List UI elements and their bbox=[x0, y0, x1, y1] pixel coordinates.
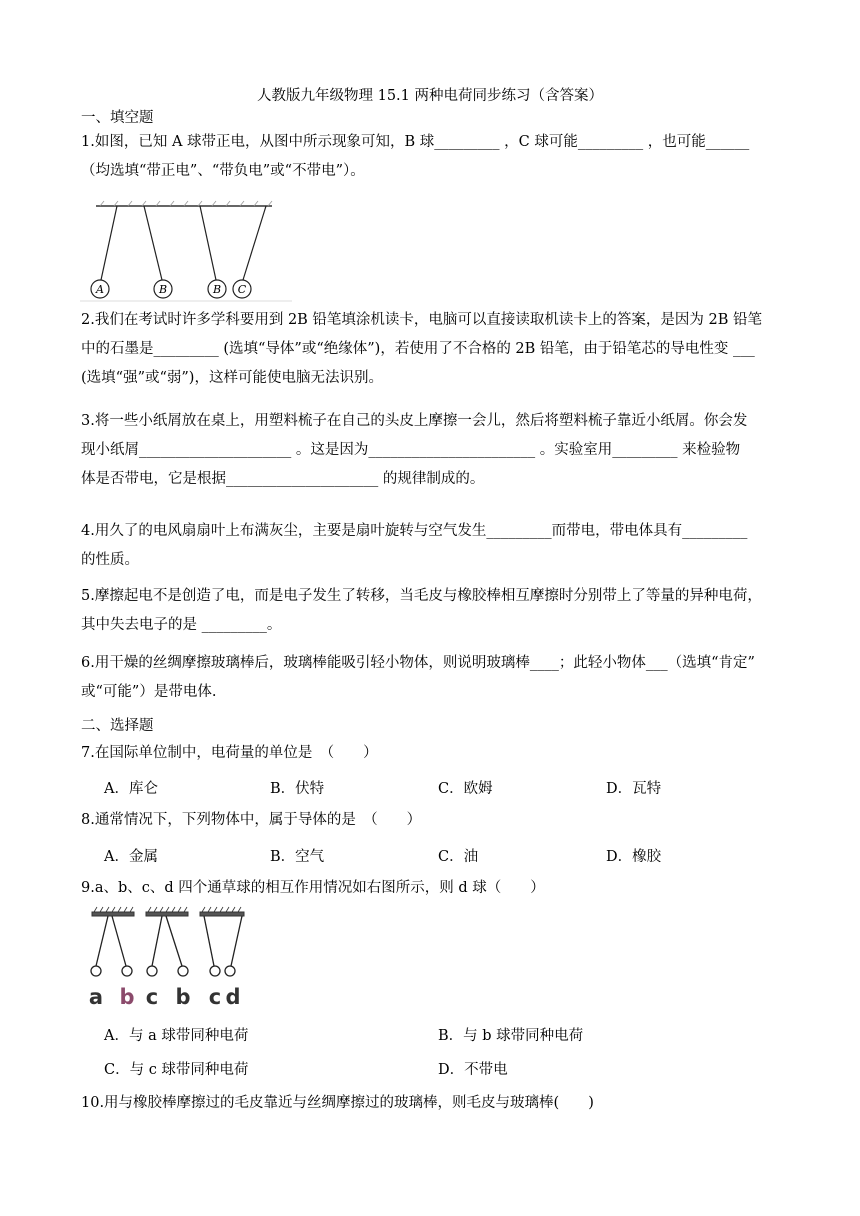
figure-hanging-balls-abc bbox=[80, 198, 292, 302]
section-multiple-choice: 二、选择题 bbox=[81, 718, 154, 734]
question-1-line-2: （均选填“带正电”、“带负电”或“不带电”）。 bbox=[81, 163, 365, 179]
figure-pith-balls-abcd bbox=[86, 906, 252, 1010]
question-3-line-2: 现小纸屑_____________________ 。这是因为_______________________ 。实验室用_________ 来检验物 bbox=[81, 442, 741, 458]
question-9-options-row-2 bbox=[104, 1058, 784, 1082]
ball-label-c: c bbox=[145, 985, 159, 1009]
ball-label-b: B bbox=[158, 283, 168, 296]
question-3-line-3: 体是否带电，它是根据_____________________ 的规律制成的。 bbox=[81, 471, 485, 487]
question-2-line-3: (选填“强”或“弱”)，这样可能使电脑无法识别。 bbox=[81, 370, 383, 386]
ball-label-a: a bbox=[88, 985, 104, 1009]
option-b: B．空气 bbox=[270, 849, 325, 865]
question-3-line-1: 3.将一些小纸屑放在桌上，用塑料梳子在自己的头皮上摩擦一会儿，然后将塑料梳子靠近小纸屑。你会发 bbox=[81, 413, 748, 429]
question-1-line-1: 1.如图，已知 A 球带正电，从图中所示现象可知，B 球_________ ，C 球可能_________ ，也可能______ bbox=[81, 134, 750, 150]
page-title: 人教版九年级物理 15.1 两种电荷同步练习（含答案） bbox=[256, 88, 603, 104]
option-c: C．油 bbox=[438, 849, 479, 865]
question-2-line-2: 中的石墨是_________ (选填“导体”或“绝缘体”)，若使用了不合格的 2B 铅笔，由于铅笔芯的导电性变 ___ bbox=[81, 341, 755, 357]
ball-label-a: A bbox=[96, 283, 104, 296]
question-4-line-1: 4.用久了的电风扇扇叶上布满灰尘，主要是扇叶旋转与空气发生_________而带电，带电体具有_________ bbox=[81, 523, 748, 539]
question-9-stem: 9.a、b、c、d 四个通草球的相互作用情况如右图所示，则 d 球（ ） bbox=[81, 880, 545, 896]
option-a: A．库仑 bbox=[104, 781, 158, 797]
question-5-line-1: 5.摩擦起电不是创造了电，而是电子发生了转移，当毛皮与橡胶棒相互摩擦时分别带上了等量的异种电荷， bbox=[81, 588, 762, 604]
option-c: C．与 c 球带同种电荷 bbox=[104, 1062, 249, 1078]
question-4 bbox=[81, 517, 781, 575]
question-1 bbox=[81, 128, 781, 186]
question-5 bbox=[81, 582, 781, 640]
question-6-line-2: 或“可能”）是带电体. bbox=[81, 684, 217, 700]
question-9-options-row-1 bbox=[104, 1024, 784, 1048]
section-fill-in: 一、填空题 bbox=[81, 110, 154, 126]
question-10-stem: 10.用与橡胶棒摩擦过的毛皮靠近与丝绸摩擦过的玻璃棒，则毛皮与玻璃棒( ) bbox=[81, 1095, 594, 1111]
ball-label-c: C bbox=[237, 283, 247, 296]
question-7-options bbox=[104, 777, 784, 801]
ball-label-b-2: B bbox=[212, 283, 222, 296]
option-d: D．不带电 bbox=[438, 1062, 508, 1078]
option-b: B．与 b 球带同种电荷 bbox=[438, 1028, 584, 1044]
question-6 bbox=[81, 649, 781, 707]
option-c: C．欧姆 bbox=[438, 781, 493, 797]
question-6-line-1: 6.用干燥的丝绸摩擦玻璃棒后，玻璃棒能吸引轻小物体，则说明玻璃棒____；此轻小物体___（选填“肯定” bbox=[81, 655, 755, 671]
ball-label-b: b bbox=[119, 985, 135, 1009]
option-a: A．与 a 球带同种电荷 bbox=[104, 1028, 249, 1044]
question-5-line-2: 其中失去电子的是 _________。 bbox=[81, 617, 282, 633]
question-4-line-2: 的性质。 bbox=[81, 552, 139, 568]
option-d: D．瓦特 bbox=[606, 781, 662, 797]
question-8-stem: 8.通常情况下，下列物体中，属于导体的是 （ ） bbox=[81, 812, 422, 828]
question-7-stem: 7.在国际单位制中，电荷量的单位是 （ ） bbox=[81, 745, 378, 761]
question-3 bbox=[81, 407, 781, 494]
ball-label-b-2: b bbox=[175, 985, 191, 1009]
option-a: A．金属 bbox=[104, 849, 158, 865]
ball-label-d: d bbox=[225, 985, 241, 1009]
question-8-options bbox=[104, 845, 784, 869]
ball-label-c-2: c bbox=[208, 985, 222, 1009]
option-b: B．伏特 bbox=[270, 781, 325, 797]
option-d: D．橡胶 bbox=[606, 849, 662, 865]
question-2 bbox=[81, 306, 781, 393]
question-2-line-1: 2.我们在考试时许多学科要用到 2B 铅笔填涂机读卡，电脑可以直接读取机读卡上的答案，是因为 2B 铅笔 bbox=[81, 312, 763, 328]
